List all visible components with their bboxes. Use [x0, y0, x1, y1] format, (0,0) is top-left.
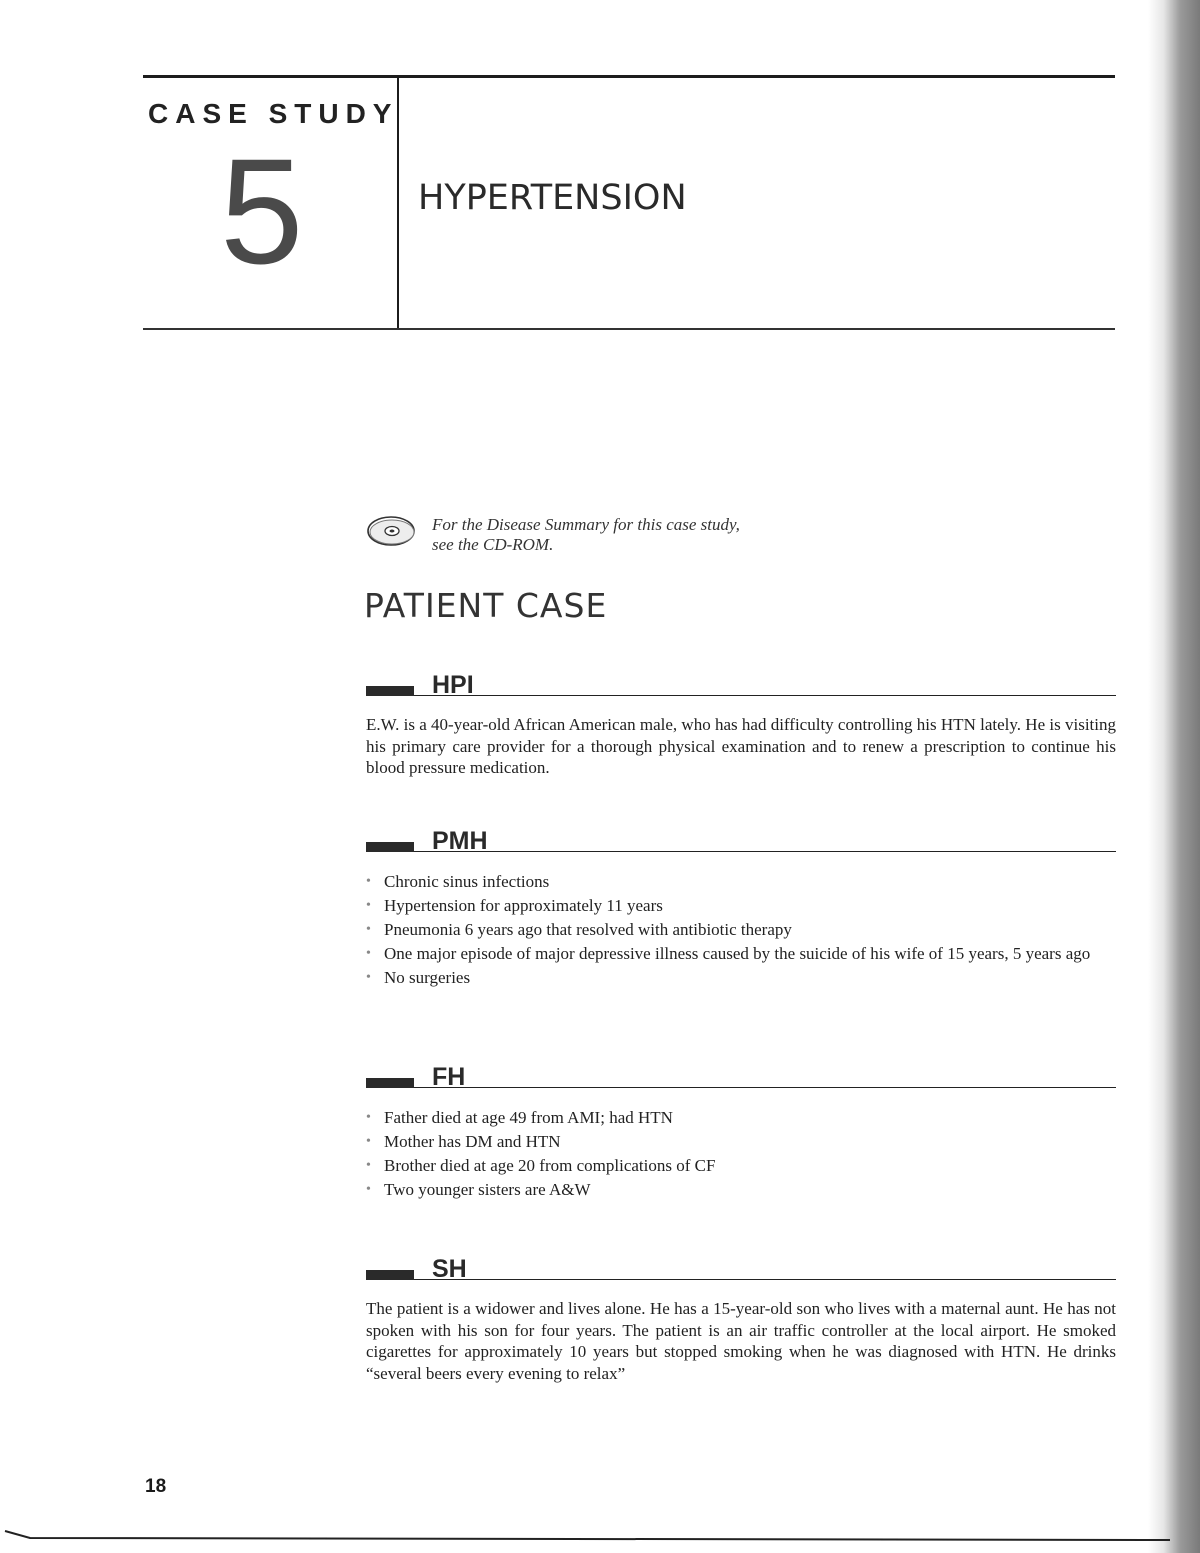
- pmh-section-header: [366, 824, 1116, 854]
- list-item: • Chronic sinus infections: [366, 870, 1116, 894]
- page-number: 18: [145, 1476, 167, 1497]
- sh-title: SH: [432, 1255, 467, 1283]
- header-bottom-rule: [143, 328, 1115, 330]
- pmh-list: [366, 870, 1116, 990]
- list-item: • Hypertension for approximately 11 years: [366, 894, 1116, 918]
- sh-section-header: [366, 1252, 1116, 1282]
- fh-title: FH: [432, 1063, 466, 1091]
- book-spine-shadow: [1148, 0, 1200, 1553]
- cd-rom-icon: [366, 515, 416, 547]
- cd-note-line-1: For the Disease Summary for this case study,: [432, 515, 740, 534]
- bullet-icon: •: [366, 1110, 371, 1125]
- header-top-rule: [143, 75, 1115, 78]
- section-marker: [366, 842, 414, 852]
- list-item: • One major episode of major depressive illness caused by the suicide of his wife of 15 years, 5 years ago: [366, 942, 1116, 966]
- pmh-title: PMH: [432, 827, 488, 855]
- chapter-title: HYPERTENSION: [418, 178, 687, 218]
- list-item: • Father died at age 49 from AMI; had HTN: [366, 1106, 1116, 1130]
- bullet-icon: •: [366, 1182, 371, 1197]
- section-marker: [366, 686, 414, 696]
- list-item: • Pneumonia 6 years ago that resolved with antibiotic therapy: [366, 918, 1116, 942]
- section-rule: [414, 1087, 1116, 1089]
- bullet-icon: •: [366, 922, 371, 937]
- hpi-text: E.W. is a 40-year-old African American male, who has had difficulty controlling his HTN lately. He is visiting his primary care provider for a thorough physical examination and to renew a prescription to continue his blood pressure medication.: [366, 715, 1116, 777]
- hpi-section-header: [366, 668, 1116, 698]
- cd-rom-note: [366, 515, 740, 555]
- bullet-icon: •: [366, 946, 371, 961]
- section-marker: [366, 1078, 414, 1088]
- fh-section-header: [366, 1060, 1116, 1090]
- section-marker: [366, 1270, 414, 1280]
- bullet-icon: •: [366, 970, 371, 985]
- fh-list: [366, 1106, 1116, 1202]
- sh-text: The patient is a widower and lives alone. He has a 15-year-old son who lives with a maternal aunt. He has not spoken with his son for four years. The patient is an air traffic controller at the local airport. He smoked cigarettes for approximately 10 years but stopped smoking when he was diagnosed with HTN. He drinks “several beers every evening to relax”: [366, 1299, 1116, 1383]
- bullet-icon: •: [366, 1158, 371, 1173]
- section-rule: [414, 695, 1116, 697]
- patient-case-heading: PATIENT CASE: [364, 586, 608, 625]
- list-item: • Brother died at age 20 from complications of CF: [366, 1154, 1116, 1178]
- section-rule: [414, 1279, 1116, 1281]
- bullet-icon: •: [366, 898, 371, 913]
- list-item: • Two younger sisters are A&W: [366, 1178, 1116, 1202]
- list-item: • No surgeries: [366, 966, 1116, 990]
- bullet-icon: •: [366, 874, 371, 889]
- section-rule: [414, 851, 1116, 853]
- case-study-number: 5: [220, 127, 304, 295]
- hpi-title: HPI: [432, 671, 474, 699]
- footer-rule: [0, 1525, 1170, 1545]
- bullet-icon: •: [366, 1134, 371, 1149]
- case-study-label: CASE STUDY: [148, 98, 399, 129]
- cd-note-line-2: see the CD-ROM.: [432, 535, 554, 554]
- list-item: • Mother has DM and HTN: [366, 1130, 1116, 1154]
